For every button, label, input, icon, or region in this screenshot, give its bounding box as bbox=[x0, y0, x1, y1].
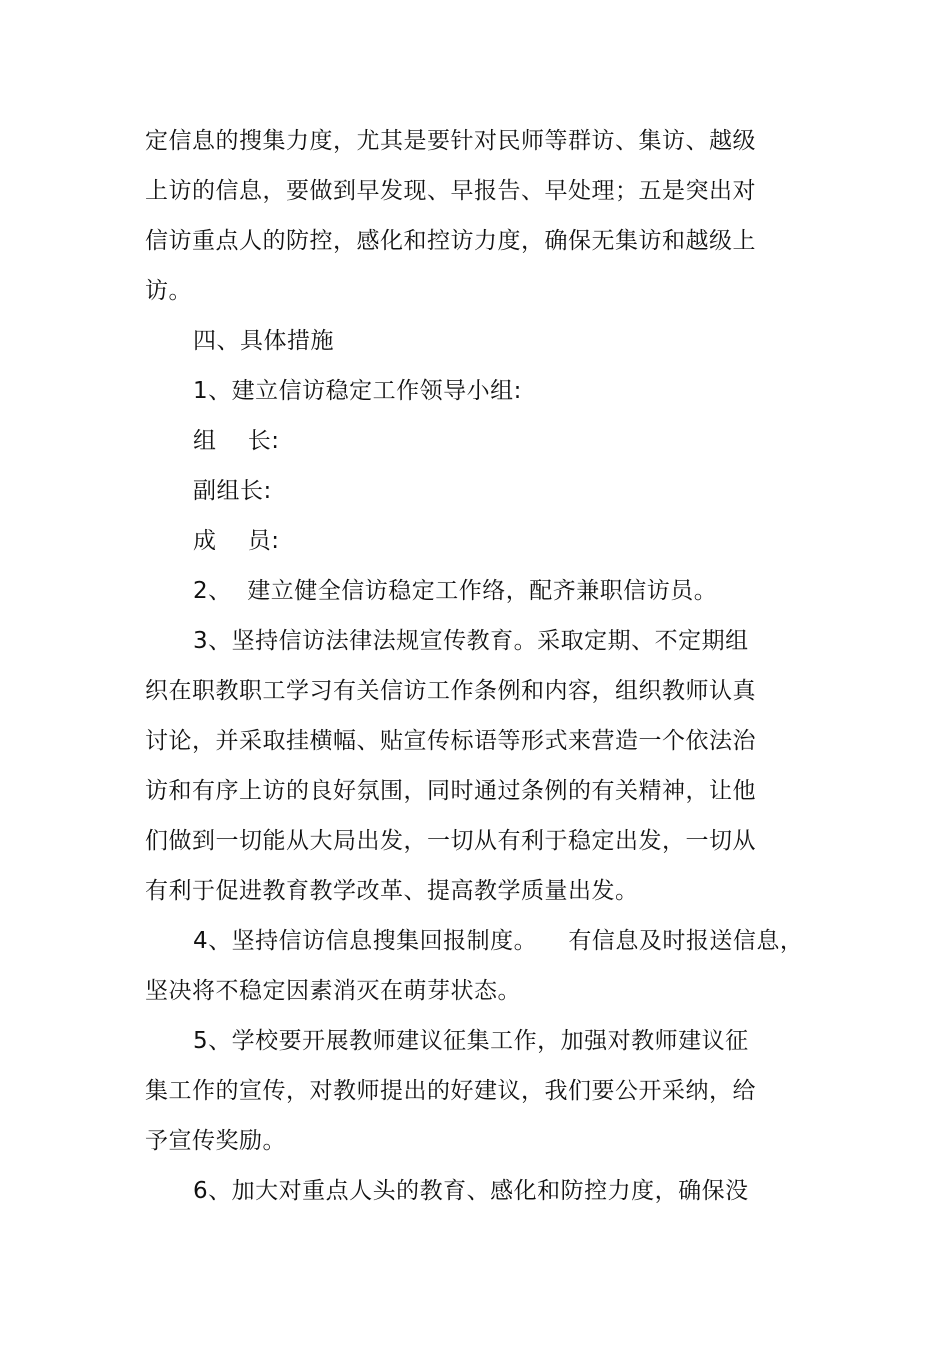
paragraph-line: 信访重点人的防控，感化和控访力度，确保无集访和越级上 bbox=[145, 228, 756, 254]
list-item-heading: 4、坚持信访信息搜集回报制度。 有信息及时报送信息， bbox=[193, 928, 804, 954]
member-label: 成 员: bbox=[193, 528, 280, 554]
paragraph-line: 有利于促进教育教学改革、提高教学质量出发。 bbox=[145, 878, 639, 904]
list-item-heading: 2、 建立健全信访稳定工作络，配齐兼职信访员。 bbox=[193, 578, 718, 604]
paragraph-line: 坚决将不稳定因素消灭在萌芽状态。 bbox=[145, 978, 521, 1004]
section-heading: 四、具体措施 bbox=[193, 328, 334, 354]
paragraph-line: 讨论，并采取挂横幅、贴宣传标语等形式来营造一个依法治 bbox=[145, 728, 756, 754]
group-leader-label: 组 长: bbox=[193, 428, 280, 454]
paragraph-line: 访和有序上访的良好氛围，同时通过条例的有关精神，让他 bbox=[145, 778, 756, 804]
paragraph-line: 定信息的搜集力度，尤其是要针对民师等群访、集访、越级 bbox=[145, 128, 756, 154]
paragraph-line: 访。 bbox=[145, 278, 192, 304]
list-item-heading: 1、建立信访稳定工作领导小组: bbox=[193, 378, 522, 404]
paragraph-line: 上访的信息，要做到早发现、早报告、早处理；五是突出对 bbox=[145, 178, 756, 204]
deputy-leader-label: 副组长: bbox=[193, 478, 272, 504]
paragraph-line: 予宣传奖励。 bbox=[145, 1128, 286, 1154]
paragraph-line: 织在职教职工学习有关信访工作条例和内容，组织教师认真 bbox=[145, 678, 756, 704]
list-item-heading: 6、加大对重点人头的教育、感化和防控力度，确保没 bbox=[193, 1178, 749, 1204]
paragraph-line: 们做到一切能从大局出发，一切从有利于稳定出发，一切从 bbox=[145, 828, 756, 854]
paragraph-line: 集工作的宣传，对教师提出的好建议，我们要公开采纳，给 bbox=[145, 1078, 756, 1104]
list-item-heading: 5、学校要开展教师建议征集工作，加强对教师建议征 bbox=[193, 1028, 749, 1054]
list-item-heading: 3、坚持信访法律法规宣传教育。采取定期、不定期组 bbox=[193, 628, 749, 654]
